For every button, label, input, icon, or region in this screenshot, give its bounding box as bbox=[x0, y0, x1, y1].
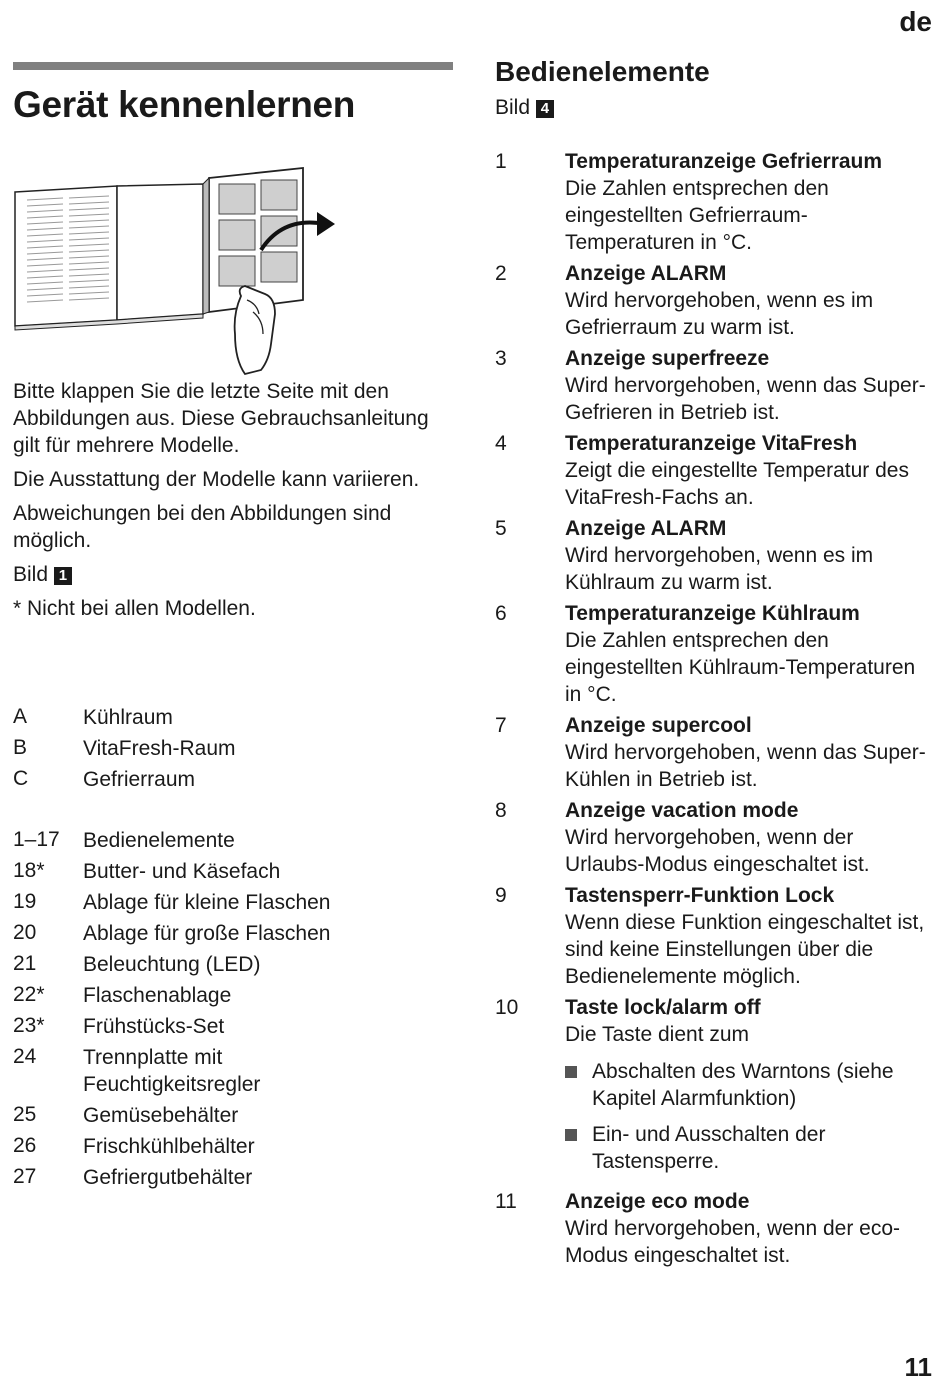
item-value: Beleuchtung (LED) bbox=[83, 953, 261, 976]
list-item bbox=[495, 148, 935, 256]
parts-list bbox=[13, 825, 453, 1193]
item-value: Gefrierraum bbox=[83, 768, 196, 791]
item-key: 25 bbox=[13, 1103, 37, 1126]
left-column bbox=[13, 62, 453, 1189]
list-item bbox=[13, 1100, 453, 1131]
list-item bbox=[13, 856, 453, 887]
list-item bbox=[13, 918, 453, 949]
figure-label: Bild bbox=[13, 563, 49, 586]
page-number: 11 bbox=[904, 1352, 932, 1382]
list-item bbox=[495, 994, 935, 1184]
item-number: 1 bbox=[495, 150, 507, 173]
bullet-item bbox=[565, 1121, 935, 1175]
list-item bbox=[495, 797, 935, 878]
list-item bbox=[13, 702, 453, 733]
item-value: Gefriergutbehälter bbox=[83, 1166, 253, 1189]
item-value: Kühlraum bbox=[83, 706, 173, 729]
figure-label: Bild bbox=[495, 96, 531, 119]
list-item bbox=[13, 980, 453, 1011]
item-key: 1–17 bbox=[13, 828, 60, 851]
list-item bbox=[495, 1188, 935, 1269]
item-key: 23* bbox=[13, 1014, 45, 1037]
list-item bbox=[495, 515, 935, 596]
item-value: Frischkühlbehälter bbox=[83, 1135, 255, 1158]
intro-text bbox=[13, 378, 453, 629]
item-number: 2 bbox=[495, 262, 507, 285]
item-value: Bedienelemente bbox=[83, 829, 235, 852]
item-key: C bbox=[13, 767, 29, 790]
figure-number-badge: 1 bbox=[54, 567, 72, 585]
item-number: 6 bbox=[495, 602, 507, 625]
item-value: Ablage für kleine Flaschen bbox=[83, 891, 331, 914]
figure-number-badge: 4 bbox=[536, 100, 554, 118]
item-description: Zeigt die eingestellte Temperatur des VitaFresh-Fachs an. bbox=[565, 459, 909, 509]
intro-paragraph: Bitte klappen Sie die letzte Seite mit den Abbildungen aus. Diese Gebrauchsanleitung gilt für mehrere Modelle. bbox=[13, 380, 429, 457]
item-value: Frühstücks-Set bbox=[83, 1015, 225, 1038]
list-item bbox=[13, 1042, 453, 1100]
item-key: 24 bbox=[13, 1045, 37, 1068]
list-item bbox=[13, 1162, 453, 1193]
item-number: 4 bbox=[495, 432, 507, 455]
controls-list bbox=[495, 148, 935, 1273]
item-description: Wird hervorgehoben, wenn das Super-Gefrieren in Betrieb ist. bbox=[565, 374, 926, 424]
item-title: Tastensperr-Funktion Lock bbox=[565, 884, 835, 907]
item-key: B bbox=[13, 736, 28, 759]
item-title: Anzeige supercool bbox=[565, 714, 752, 737]
zone-list bbox=[13, 702, 453, 795]
item-key: 19 bbox=[13, 890, 37, 913]
figure-reference bbox=[13, 561, 453, 588]
bullet-text: Abschalten des Warntons (siehe Kapitel Alarmfunktion) bbox=[592, 1060, 894, 1110]
intro-paragraph: Abweichungen bei den Abbildungen sind möglich. bbox=[13, 502, 392, 552]
item-title: Anzeige ALARM bbox=[565, 517, 727, 540]
list-item bbox=[495, 712, 935, 793]
item-value: Gemüsebehälter bbox=[83, 1104, 239, 1127]
right-column-header bbox=[495, 56, 935, 120]
item-key: 20 bbox=[13, 921, 37, 944]
item-description: Die Zahlen entsprechen den eingestellten Gefrierraum-Temperaturen in °C. bbox=[565, 177, 829, 254]
item-number: 8 bbox=[495, 799, 507, 822]
list-item bbox=[13, 1011, 453, 1042]
item-key: 26 bbox=[13, 1134, 37, 1157]
item-key: 18* bbox=[13, 859, 45, 882]
item-title: Anzeige eco mode bbox=[565, 1190, 750, 1213]
item-key: A bbox=[13, 705, 28, 728]
item-number: 11 bbox=[495, 1190, 517, 1213]
list-item bbox=[13, 733, 453, 764]
list-item bbox=[495, 260, 935, 341]
item-title: Temperaturanzeige VitaFresh bbox=[565, 432, 858, 455]
list-item bbox=[13, 764, 453, 795]
bullet-list bbox=[565, 1058, 935, 1175]
bullet-text: Ein- und Ausschalten der Tastensperre. bbox=[592, 1123, 826, 1173]
list-item bbox=[495, 600, 935, 708]
item-title: Anzeige ALARM bbox=[565, 262, 727, 285]
item-description: Die Zahlen entsprechen den eingestellten Kühlraum-Temperaturen in °C. bbox=[565, 629, 916, 706]
item-description: Wird hervorgehoben, wenn der eco-Modus eingeschaltet ist. bbox=[565, 1217, 901, 1267]
square-bullet-icon bbox=[565, 1066, 577, 1078]
item-number: 7 bbox=[495, 714, 507, 737]
item-description: Wenn diese Funktion eingeschaltet ist, sind keine Einstellungen über die Bedienelemente möglich. bbox=[565, 911, 925, 988]
item-title: Temperaturanzeige Gefrierraum bbox=[565, 150, 883, 173]
item-title: Anzeige superfreeze bbox=[565, 347, 770, 370]
footnote: * Nicht bei allen Modellen. bbox=[13, 597, 256, 620]
list-item bbox=[495, 430, 935, 511]
item-description: Die Taste dient zum bbox=[565, 1023, 750, 1046]
item-title: Anzeige vacation mode bbox=[565, 799, 799, 822]
bullet-item bbox=[565, 1058, 935, 1112]
page-title: Gerät kennenlernen bbox=[13, 84, 356, 125]
item-value: Trennplatte mit Feuchtigkeitsregler bbox=[83, 1046, 261, 1096]
item-number: 10 bbox=[495, 996, 519, 1019]
item-title: Taste lock/alarm off bbox=[565, 996, 761, 1019]
item-value: Butter- und Käsefach bbox=[83, 860, 281, 883]
item-description: Wird hervorgehoben, wenn das Super-Kühlen in Betrieb ist. bbox=[565, 741, 926, 791]
list-item bbox=[13, 949, 453, 980]
item-value: Flaschenablage bbox=[83, 984, 232, 1007]
item-number: 3 bbox=[495, 347, 507, 370]
item-value: VitaFresh-Raum bbox=[83, 737, 236, 760]
figure-reference bbox=[495, 96, 935, 120]
item-key: 27 bbox=[13, 1165, 37, 1188]
item-description: Wird hervorgehoben, wenn der Urlaubs-Modus eingeschaltet ist. bbox=[565, 826, 870, 876]
list-item bbox=[13, 825, 453, 856]
fold-out-page-illustration bbox=[13, 164, 353, 376]
item-title: Temperaturanzeige Kühlraum bbox=[565, 602, 860, 625]
item-number: 9 bbox=[495, 884, 507, 907]
item-description: Wird hervorgehoben, wenn es im Gefrierraum zu warm ist. bbox=[565, 289, 874, 339]
intro-paragraph: Die Ausstattung der Modelle kann variieren. bbox=[13, 468, 420, 491]
language-code: de bbox=[899, 6, 932, 37]
item-key: 22* bbox=[13, 983, 45, 1006]
list-item bbox=[495, 882, 935, 990]
list-item bbox=[13, 1131, 453, 1162]
list-item bbox=[495, 345, 935, 426]
item-number: 5 bbox=[495, 517, 507, 540]
item-value: Ablage für große Flaschen bbox=[83, 922, 331, 945]
section-rule bbox=[13, 62, 453, 70]
section-title: Bedienelemente bbox=[495, 56, 710, 87]
item-key: 21 bbox=[13, 952, 37, 975]
list-item bbox=[13, 887, 453, 918]
item-description: Wird hervorgehoben, wenn es im Kühlraum zu warm ist. bbox=[565, 544, 874, 594]
square-bullet-icon bbox=[565, 1129, 577, 1141]
